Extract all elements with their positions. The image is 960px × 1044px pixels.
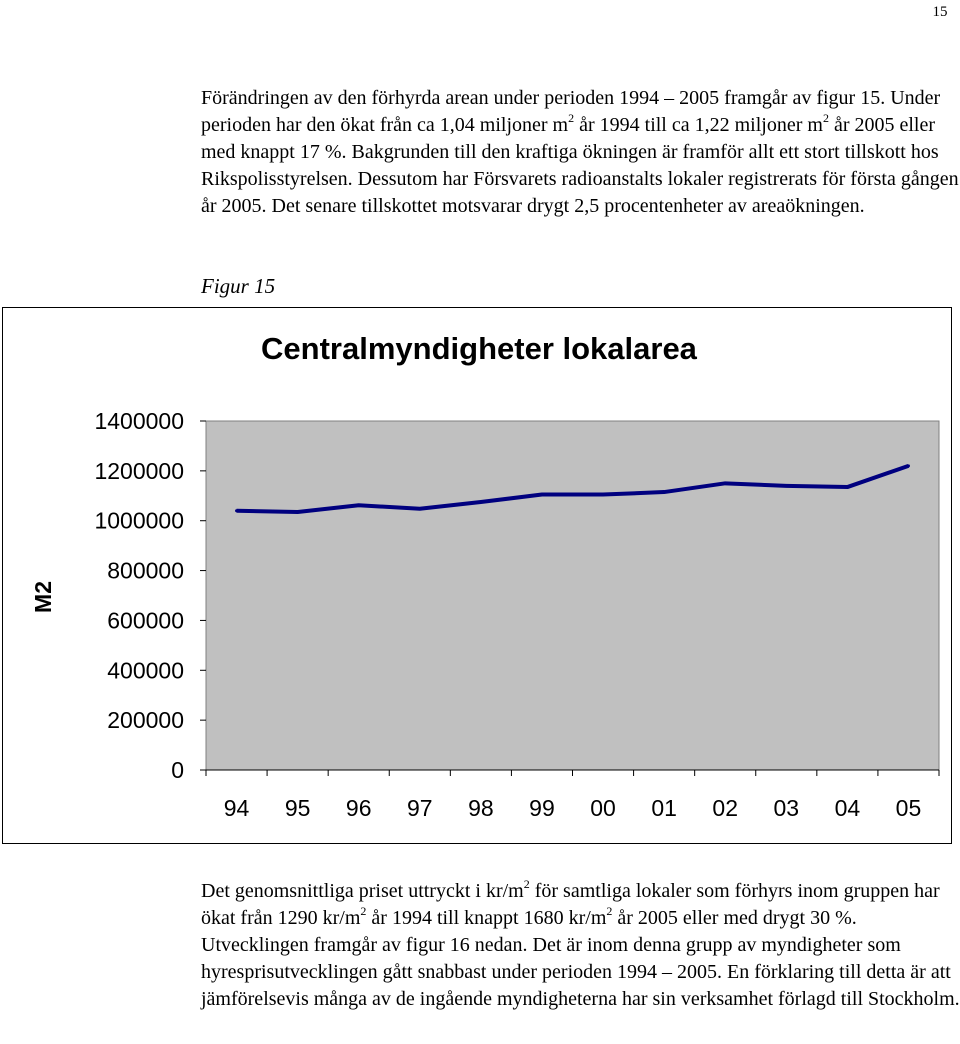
x-tick-label: 01 bbox=[651, 795, 677, 821]
y-axis-ticks bbox=[200, 421, 206, 770]
chart-title: Centralmyndigheter lokalarea bbox=[261, 331, 697, 366]
data-point bbox=[724, 482, 727, 485]
y-tick-label: 1200000 bbox=[94, 457, 184, 484]
x-tick-label: 98 bbox=[468, 795, 494, 821]
x-tick-label: 05 bbox=[895, 795, 922, 821]
y-axis-label: M2 bbox=[30, 581, 56, 613]
data-point bbox=[479, 501, 482, 504]
x-tick-label: 02 bbox=[712, 795, 739, 821]
y-tick-label: 0 bbox=[171, 757, 184, 783]
y-tick-label: 200000 bbox=[107, 707, 184, 734]
data-point bbox=[602, 493, 605, 496]
data-point bbox=[907, 464, 910, 467]
data-point bbox=[296, 510, 299, 513]
figure-caption: Figur 15 bbox=[201, 274, 276, 298]
data-point bbox=[846, 486, 849, 489]
data-point bbox=[235, 509, 238, 512]
x-tick-label: 04 bbox=[834, 795, 861, 821]
y-tick-label: 400000 bbox=[107, 657, 184, 684]
y-tick-label: 1400000 bbox=[94, 408, 184, 434]
area-chart bbox=[2, 307, 952, 844]
intro-paragraph: Förändringen av den förhyrda arean under perioden 1994 – 2005 framgår av figur 15. Under perioden har den ökat från ca 1,04 miljoner $m^2$ år 1994 till ca 1,22 miljoner $m^2$ år 2005 eller med knappt 17 %. Bakgrunden till den kraftiga ökningen är framför allt ett stort tillskott hos Rikspolisstyrelsen. Dessutom har Försvarets radioanstalts lokaler registrerats för första gången år 2005. Det senare tillskottet motsvarar drygt 2,5 procentenheter av areaökningen. bbox=[201, 87, 959, 217]
data-point bbox=[540, 493, 543, 496]
plot-area bbox=[206, 421, 939, 770]
data-point bbox=[357, 504, 360, 507]
y-axis-tick-labels bbox=[94, 408, 184, 783]
superscript: 2 bbox=[360, 904, 367, 919]
x-tick-label: 95 bbox=[284, 795, 311, 821]
superscript: 2 bbox=[523, 877, 530, 892]
superscript: 2 bbox=[606, 904, 613, 919]
y-tick-label: 600000 bbox=[107, 607, 184, 634]
x-tick-label: 99 bbox=[529, 795, 555, 821]
x-tick-label: 96 bbox=[345, 795, 372, 821]
data-point bbox=[418, 507, 421, 510]
x-axis-ticks bbox=[206, 770, 939, 776]
page-number: 15 bbox=[932, 4, 948, 20]
x-tick-label: 00 bbox=[590, 795, 616, 821]
x-tick-label: 03 bbox=[773, 795, 800, 821]
chart-canvas bbox=[3, 308, 951, 843]
x-axis-tick-labels bbox=[224, 795, 922, 821]
y-tick-label: 1000000 bbox=[94, 507, 184, 534]
price-paragraph: Det genomsnittliga priset uttryckt i $kr/m^2$ för samtliga lokaler som förhyrs inom gruppen har ökat från 1290 $kr/m^2$ år 1994 till knappt 1680 $kr/m^2$ år 2005 eller med drygt 30 %. Utvecklingen framgår av figur 16 nedan. Det är inom denna grupp av myndigheter som hyresprisutvecklingen gått snabbast under perioden 1994 – 2005. En förklaring till detta är att jämförelsevis många av de ingående myndigheterna har sin verksamhet förlagd till Stockholm. bbox=[201, 877, 960, 1010]
superscript: 2 bbox=[568, 111, 575, 126]
x-tick-label: 97 bbox=[406, 795, 433, 821]
data-point bbox=[663, 491, 666, 494]
data-point bbox=[785, 484, 788, 487]
x-tick-label: 94 bbox=[223, 795, 250, 821]
superscript: 2 bbox=[822, 111, 829, 126]
y-tick-label: 800000 bbox=[107, 557, 184, 584]
